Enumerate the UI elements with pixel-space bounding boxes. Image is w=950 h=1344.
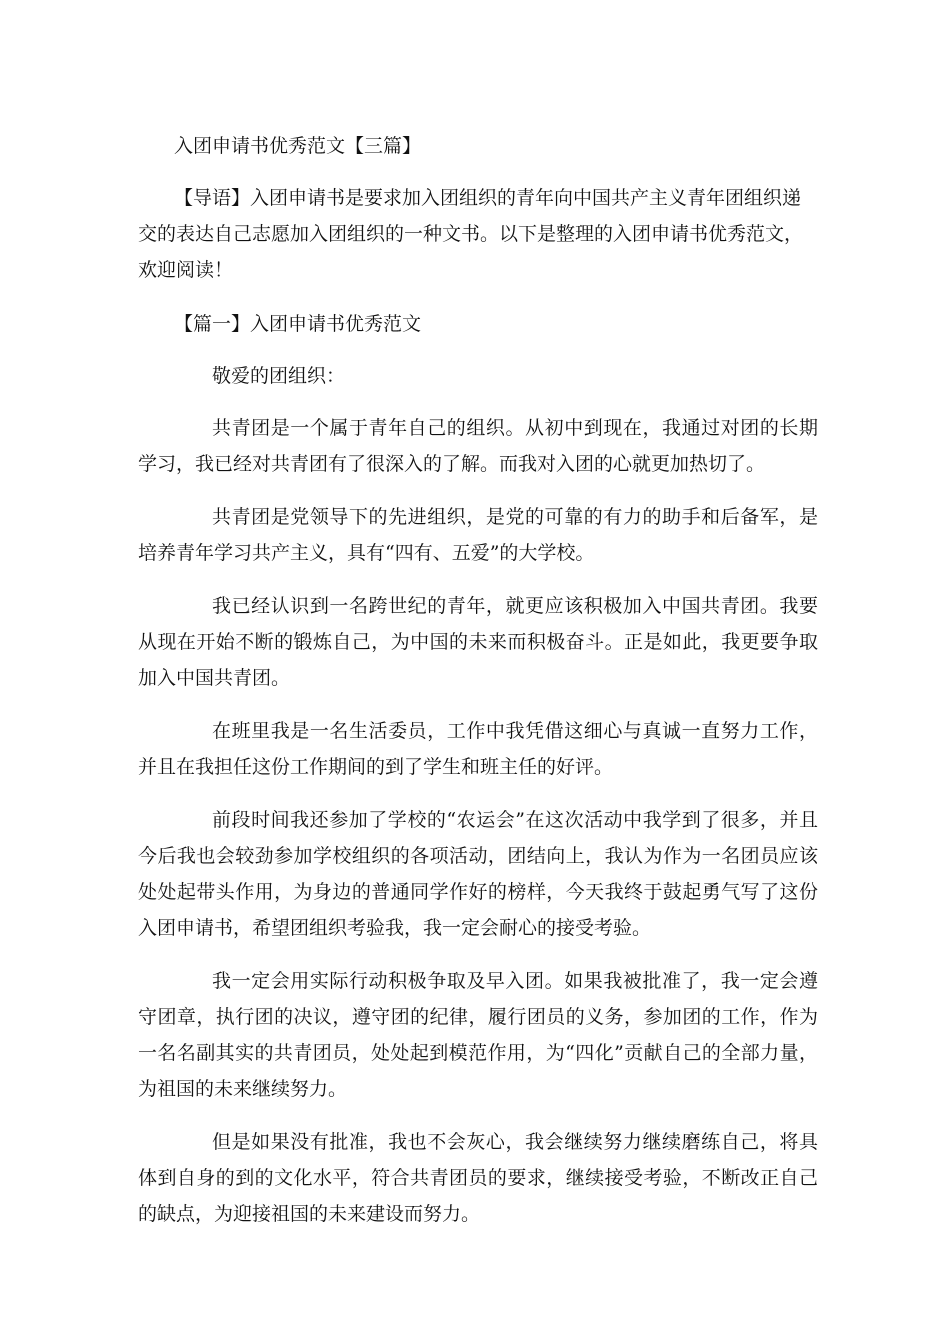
document-title: 入团申请书优秀范文【三篇】 (174, 135, 422, 157)
body-paragraph-3: 我已经认识到一名跨世纪的青年，就更应该积极加入中国共青团。我要从现在开始不断的锻炼自己，为中国的未来而积极奋斗。正是如此，我更要争取加入中国共青团。 (138, 595, 818, 689)
section-heading: 【篇一】入团申请书优秀范文 (174, 313, 422, 335)
salutation: 敬爱的团组织： (212, 365, 346, 387)
body-paragraph-1: 共青团是一个属于青年自己的组织。从初中到现在，我通过对团的长期学习，我已经对共青团有了很深入的了解。而我对入团的心就更加热切了。 (138, 417, 818, 475)
body-paragraph-5: 前段时间我还参加了学校的“农运会”在这次活动中我学到了很多，并且今后我也会较劲参加学校组织的各项活动，团结向上，我认为作为一名团员应该处处起带头作用，为身边的普通同学作好的榜样，今天我终于鼓起勇气写了这份入团申请书，希望团组织考验我，我一定会耐心的接受考验。 (138, 809, 818, 939)
body-paragraph-4: 在班里我是一名生活委员，工作中我凭借这细心与真诚一直努力工作，并且在我担任这份工作期间的到了学生和班主任的好评。 (138, 720, 818, 778)
body-paragraph-6: 我一定会用实际行动积极争取及早入团。如果我被批准了，我一定会遵守团章，执行团的决议，遵守团的纪律，履行团员的义务，参加团的工作，作为一名名副其实的共青团员，处处起到模范作用，为“四化”贡献自己的全部力量，为祖国的未来继续努力。 (138, 970, 818, 1100)
body-paragraph-2: 共青团是党领导下的先进组织，是党的可靠的有力的助手和后备军，是培养青年学习共产主义，具有“四有、五爱”的大学校。 (138, 506, 818, 564)
document-page (138, 128, 818, 1249)
lead-paragraph: 【导语】入团申请书是要求加入团组织的青年向中国共产主义青年团组织递交的表达自己志愿加入团组织的一种文书。以下是整理的入团申请书优秀范文，欢迎阅读！ (138, 187, 804, 281)
body-paragraph-7: 但是如果没有批准，我也不会灰心，我会继续努力继续磨练自己，将具体到自身的到的文化水平，符合共青团员的要求，继续接受考验，不断改正自己的缺点，为迎接祖国的未来建设而努力。 (138, 1131, 818, 1225)
